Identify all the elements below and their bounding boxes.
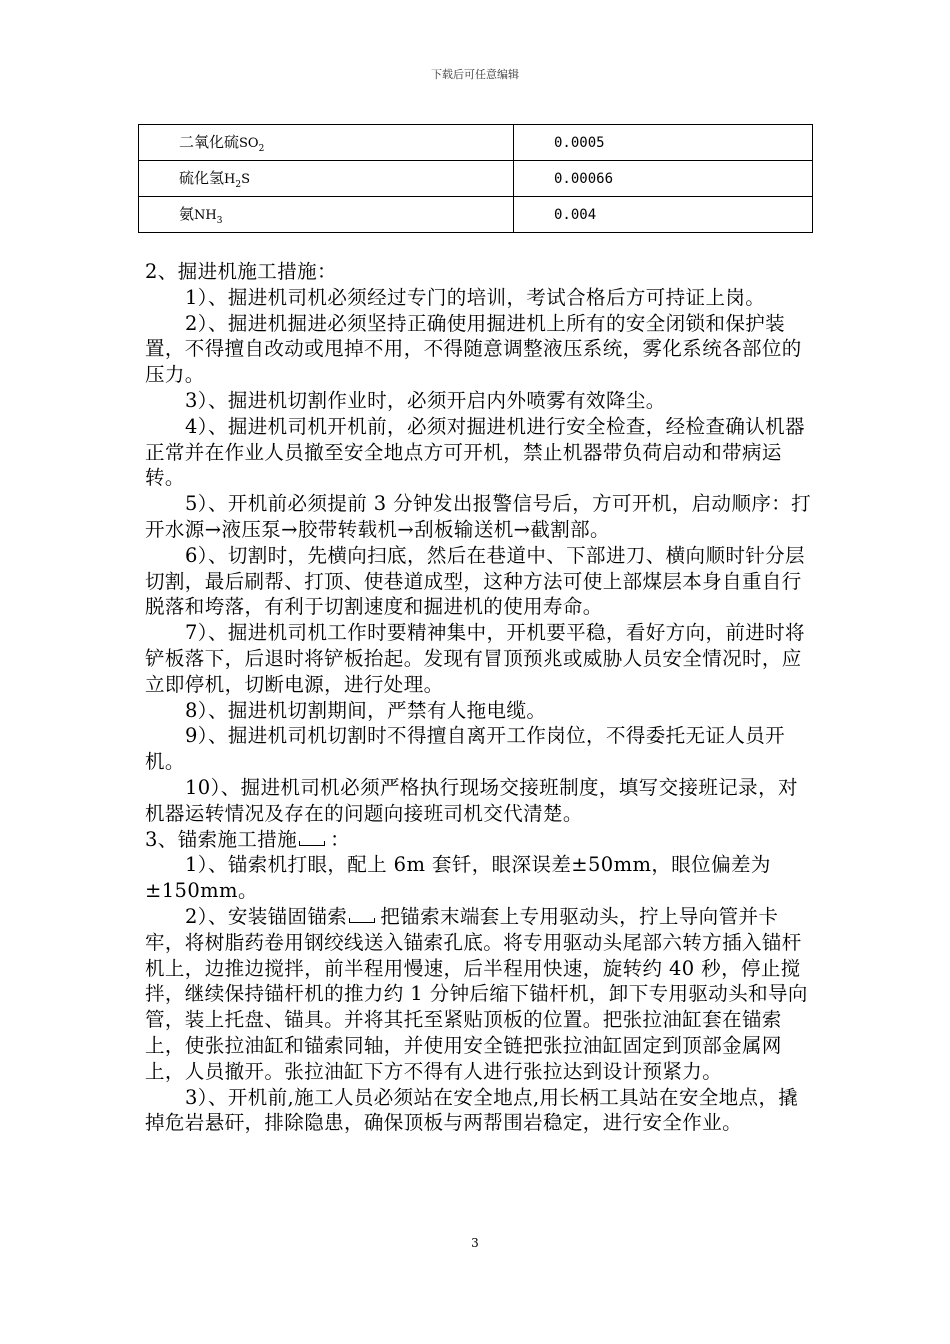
- paragraph: 9）、掘进机司机切割时不得擅自离开工作岗位，不得委托无证人员开机。: [145, 724, 786, 774]
- table-row: [139, 197, 813, 233]
- gas-concentration-table: [138, 124, 813, 233]
- placeholder-mark-icon: [347, 915, 377, 923]
- gas-name-cell: 二氧化硫$SO_2$: [139, 125, 514, 161]
- paragraph: 7）、掘进机司机工作时要精神集中，开机要平稳，看好方向，前进时将铲板落下，后退时将铲板抬起。发现有冒顶预兆或威胁人员安全情况时，应立即停机，切断电源，进行处理。: [145, 621, 805, 696]
- gas-name-cell: 硫化氢$H_2S$: [139, 161, 514, 197]
- gas-name-cell: 氨$NH_3$: [139, 197, 514, 233]
- section-heading: 3、锚索施工措施 ：: [145, 827, 351, 851]
- table-row: [139, 161, 813, 197]
- paragraph: 3）、掘进机切割作业时，必须开启内外喷雾有效降尘。: [185, 388, 666, 412]
- paragraph: 1）、掘进机司机必须经过专门的培训，考试合格后方可持证上岗。: [185, 285, 766, 309]
- table-row: [139, 125, 813, 161]
- paragraph: 5）、开机前必须提前 3 分钟发出报警信号后，方可开机，启动顺序：打开水源→液压泵→胶带转载机→刮板输送机→截割部。: [145, 492, 812, 541]
- page-header: 下载后可任意编辑: [431, 68, 519, 81]
- paragraph: 4）、掘进机司机开机前，必须对掘进机进行安全检查，经检查确认机器正常并在作业人员撤至安全地点方可开机，禁止机器带负荷启动和带病运转。: [145, 414, 805, 490]
- paragraph: 2）、掘进机掘进必须坚持正确使用掘进机上所有的安全闭锁和保护装置，不得擅自改动或甩掉不用，不得随意调整液压系统，雾化系统各部位的压力。: [145, 311, 802, 387]
- page-number: 3: [471, 1236, 479, 1250]
- gas-value-cell: 0.0005: [514, 125, 813, 161]
- section-heading: 2、掘进机施工措施：: [145, 260, 337, 283]
- paragraph: 8）、掘进机切割期间，严禁有人拖电缆。: [185, 698, 547, 722]
- paragraph: 3）、开机前,施工人员必须站在安全地点,用长柄工具站在安全地点，撬掉危岩悬矸，排除隐患，确保顶板与两帮围岩稳定，进行安全作业。: [145, 1085, 799, 1135]
- document-body: [145, 259, 813, 1136]
- paragraph: 10）、掘进机司机必须严格执行现场交接班制度，填写交接班记录，对机器运转情况及存在的问题向接班司机交代清楚。: [145, 775, 798, 825]
- gas-value-cell: 0.004: [514, 197, 813, 233]
- paragraph: 6）、切割时，先横向扫底，然后在巷道中、下部进刀、横向顺时针分层切割，最后刷帮、打顶、使巷道成型，这种方法可使上部煤层本身自重自行脱落和垮落，有利于切割速度和掘进机的使用寿命。: [145, 543, 805, 619]
- paragraph: 1）、锚索机打眼，配上 6m 套钎，眼深误差±50mm，眼位偏差为±150mm。: [145, 853, 771, 903]
- paragraph: 2）、安装锚固锚索 把锚索末端套上专用驱动头，拧上导向管并卡牢，将树脂药卷用钢绞线送入锚索孔底。将专用驱动头尾部六转方插入锚杆机上，边推边搅拌，前半程用慢速，后半程用快速，旋转约 40 秒，停止搅拌，继续保持锚杆机的推力约 1 分钟后缩下锚杆机，卸下专用驱动头和导向管，装上托盘、锚具。并将其托至紧贴顶板的位置。把张拉油缸套在锚索上，使张拉油缸和锚索同轴，并使用安全链把张拉油缸固定到顶部金属网上，人员撤开。张拉油缸下方不得有人进行张拉达到设计预紧力。: [145, 904, 808, 1083]
- placeholder-mark-icon: [297, 838, 327, 846]
- gas-value-cell: 0.00066: [514, 161, 813, 197]
